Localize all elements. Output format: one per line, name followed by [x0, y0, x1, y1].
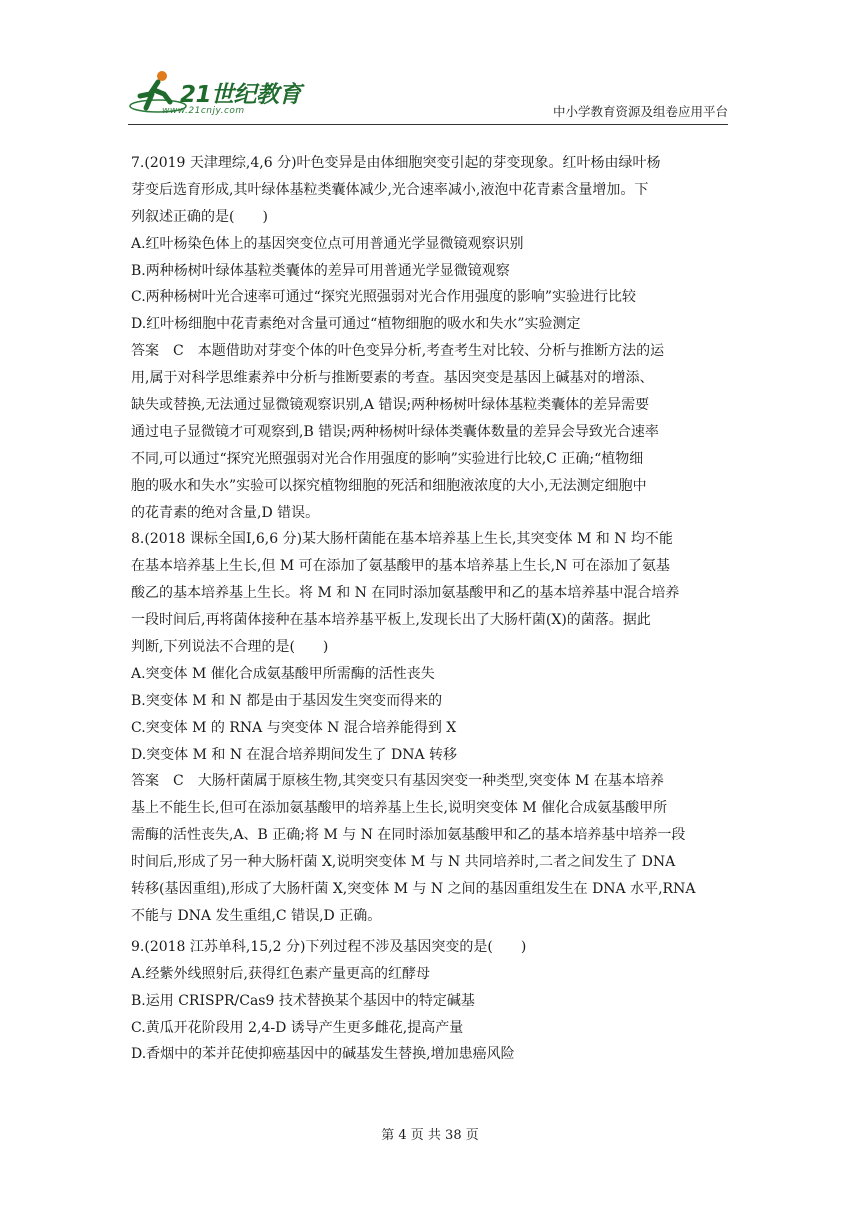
- platform-title: 中小学教育资源及组卷应用平台: [552, 104, 728, 119]
- option-b: B.两种杨树叶绿体基粒类囊体的差异可用普通光学显微镜观察: [131, 262, 510, 279]
- page-header: [128, 68, 728, 124]
- page-content: [131, 150, 731, 1068]
- question-stem-line: 列叙述正确的是( ): [131, 208, 268, 225]
- question-stem-line: 酸乙的基本培养基上生长。将 M 和 N 在同时添加氨基酸甲和乙的基本培养基中混合培养: [131, 585, 680, 602]
- answer-line: 不能与 DNA 发生重组,C 错误,D 正确。: [131, 907, 382, 924]
- answer-line: 答案 C 大肠杆菌属于原核生物,其突变只有基因突变一种类型,突变体 M 在基本培养: [131, 773, 664, 790]
- option-a: A.经紫外线照射后,获得红色素产量更高的红酵母: [131, 965, 431, 982]
- answer-line: 答案 C 本题借助对芽变个体的叶色变异分析,考查考生对比较、分析与推断方法的运: [131, 343, 665, 360]
- question-stem-line: 芽变后选育形成,其叶绿体基粒类囊体减少,光合速率减小,液泡中花青素含量增加。下: [131, 181, 649, 198]
- answer-line: 时间后,形成了另一种大肠杆菌 X,说明突变体 M 与 N 共同培养时,二者之间发生了 DNA: [131, 854, 676, 871]
- option-c: C.突变体 M 的 RNA 与突变体 N 混合培养能得到 X: [131, 719, 457, 736]
- option-d: D.香烟中的苯并芘使抑癌基因中的碱基发生替换,增加患癌风险: [131, 1046, 515, 1063]
- option-c: C.黄瓜开花阶段用 2,4-D 诱导产生更多雌花,提高产量: [131, 1019, 464, 1036]
- question-stem-line: 7.(2019 天津理综,4,6 分)叶色变异是由体细胞突变引起的芽变现象。红叶杨由绿叶杨: [131, 155, 661, 171]
- answer-line: 缺失或替换,无法通过显微镜观察识别,A 错误;两种杨树叶绿体基粒类囊体的差异需要: [131, 397, 650, 414]
- option-c: C.两种杨树叶光合速率可通过“探究光照强弱对光合作用强度的影响”实验进行比较: [131, 289, 636, 306]
- answer-line: 的花青素的绝对含量,D 错误。: [131, 504, 320, 521]
- question-stem-line: 9.(2018 江苏单科,15,2 分)下列过程不涉及基因突变的是( ): [131, 938, 527, 955]
- question-stem-line: 在基本培养基上生长,但 M 可在添加了氨基酸甲的基本培养基上生长,N 可在添加了氨基: [131, 558, 670, 575]
- option-d: D.突变体 M 和 N 在混合培养期间发生了 DNA 转移: [131, 746, 458, 763]
- option-a: A.红叶杨染色体上的基因突变位点可用普通光学显微镜观察识别: [131, 235, 524, 252]
- option-b: B.运用 CRISPR/Cas9 技术替换某个基因中的特定碱基: [131, 992, 475, 1009]
- answer-line: 需酶的活性丧失,A、B 正确;将 M 与 N 在同时添加氨基酸甲和乙的基本培养基中培养一段: [131, 827, 686, 844]
- answer-line: 通过电子显微镜才可观察到,B 错误;两种杨树叶绿体类囊体数量的差异会导致光合速率: [131, 423, 659, 440]
- logo-url: www.21cnjy.com: [162, 106, 245, 116]
- question-stem-line: 一段时间后,再将菌体接种在基本培养基平板上,发现长出了大肠杆菌(X)的菌落。据此: [131, 612, 651, 629]
- page-number: 第 4 页 共 38 页: [381, 1128, 479, 1143]
- answer-line: 不同,可以通过“探究光照强弱对光合作用强度的影响”实验进行比较,C 正确;“植物细: [131, 450, 644, 467]
- answer-line: 基上不能生长,但可在添加氨基酸甲的培养基上生长,说明突变体 M 催化合成氨基酸甲所: [131, 800, 668, 817]
- answer-line: 转移(基因重组),形成了大肠杆菌 X,突变体 M 与 N 之间的基因重组发生在 DNA 水平,RNA: [131, 881, 696, 898]
- question-7: [131, 150, 731, 526]
- answer-line: 用,属于对科学思维素养中分析与推断要素的考查。基因突变是基因上碱基对的增添、: [131, 370, 654, 387]
- option-b: B.突变体 M 和 N 都是由于基因发生突变而得来的: [131, 692, 443, 709]
- logo-text: 21世纪教育: [180, 82, 302, 108]
- header-divider: [128, 124, 728, 125]
- question-9: [131, 934, 731, 1068]
- question-stem-line: 8.(2018 课标全国Ⅰ,6,6 分)某大肠杆菌能在基本培养基上生长,其突变体 M 和 N 均不能: [131, 531, 673, 548]
- answer-line: 胞的吸水和失水”实验可以探究植物细胞的死活和细胞液浓度的大小,无法测定细胞中: [131, 477, 647, 494]
- option-d: D.红叶杨细胞中花青素绝对含量可通过“植物细胞的吸水和失水”实验测定: [131, 316, 581, 333]
- question-8: [131, 526, 731, 929]
- question-stem-line: 判断,下列说法不合理的是( ): [131, 639, 329, 656]
- option-a: A.突变体 M 催化合成氨基酸甲所需酶的活性丧失: [131, 665, 435, 682]
- logo: [128, 68, 328, 124]
